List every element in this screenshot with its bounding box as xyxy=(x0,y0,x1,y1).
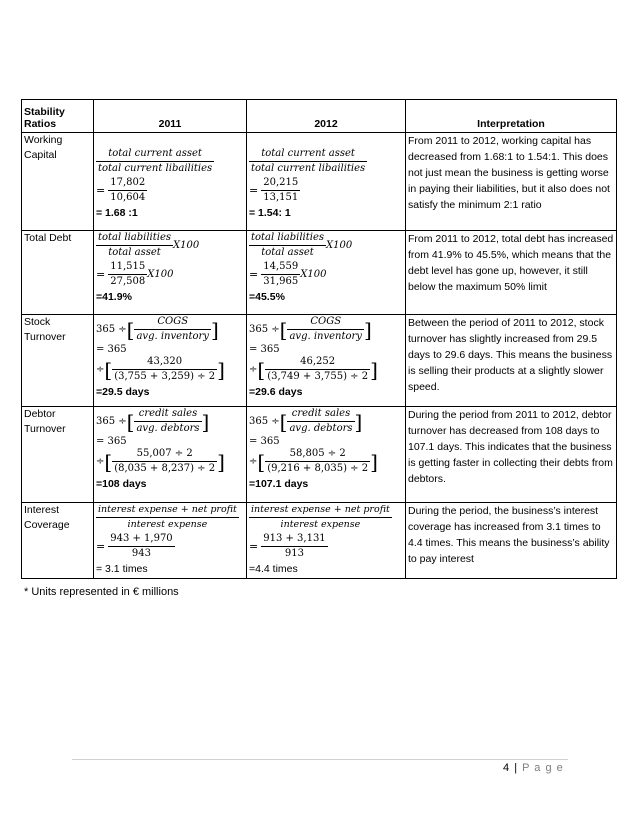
formula-denominator: avg. debtors xyxy=(136,423,200,434)
formula-denominator: avg. debtors xyxy=(289,423,353,434)
divide-sign: ÷ xyxy=(249,456,258,467)
formula-step: = 365 xyxy=(96,344,127,355)
formula-denominator: interest expense xyxy=(96,517,239,532)
cell-2011: $\frac{\text{interest expense + net profit}}{\text{interest expense}}$ = $\frac{943 + 1,970}{943}$ = 3.1 times xyxy=(94,503,247,579)
formula-denominator: avg. inventory xyxy=(289,331,362,342)
formula-denominator: total current libailities xyxy=(251,163,366,174)
formula-denominator: total current libailities xyxy=(98,163,213,174)
table-row-total-debt xyxy=(22,231,617,315)
multiplier: X100 xyxy=(326,240,353,251)
value-numerator: 913 + 3,131 xyxy=(263,533,326,544)
page-number: 4 xyxy=(503,762,511,774)
result-value: =108 days xyxy=(96,478,147,490)
formula-prefix: 365 ÷ xyxy=(96,416,127,427)
units-footnote: * Units represented in € millions xyxy=(24,586,179,598)
multiplier: X100 xyxy=(300,269,327,280)
multiplier: X100 xyxy=(173,240,200,251)
value-numerator: 17,802 xyxy=(110,177,146,188)
formula-denominator: interest expense xyxy=(249,517,392,532)
table-row-working-capital xyxy=(22,133,617,231)
formula-numerator: credit sales xyxy=(138,408,198,419)
value-numerator: 46,252 xyxy=(300,356,336,367)
result-value: = 1.68 :1 xyxy=(96,207,138,219)
value-numerator: 43,320 xyxy=(147,356,183,367)
value-numerator: 55,007 ÷ 2 xyxy=(136,448,193,459)
value-numerator: 943 + 1,970 xyxy=(110,533,173,544)
divide-sign: ÷ xyxy=(96,456,105,467)
formula-denominator: avg. inventory xyxy=(136,331,209,342)
value-denominator: 10,604 xyxy=(110,192,146,203)
divide-sign: ÷ xyxy=(249,364,258,375)
table-header-row xyxy=(22,100,617,133)
header-stability-ratios: Stability Ratios xyxy=(22,100,94,133)
formula-denominator: total asset xyxy=(96,245,173,260)
cell-2012: 365 ÷ [ $\frac{\text{COGS}}{\text{avg. inventory}}$ ] = 365 ÷ [ $\frac{46,252}{(3,749 + 3,755) \div 2}$ ] =29.6 days xyxy=(247,315,406,407)
value-numerator: 20,215 xyxy=(263,177,299,188)
cell-2012: $\frac{\text{total liabilities}}{\text{total asset}}$ X100 = $\frac{14,559}{31,965}$ X100 =45.5% xyxy=(247,231,406,315)
formula-numerator: COGS xyxy=(310,316,342,327)
interpretation-text: Between the period of 2011 to 2012, stock turnover has slightly increased from 29.5 days to 29.6 days. This means the business is selling their products at a slightly slower speed. xyxy=(406,315,617,407)
cell-2012: $\frac{\text{total current asset}}{\text{total current libailities}}$ = $\frac{20,215}{13,151}$ = 1.54: 1 xyxy=(247,133,406,231)
cell-2012: 365 ÷ [ $\frac{\text{credit sales}}{\text{avg. debtors}}$ ] = 365 ÷ [ $\frac{58,805 \div 2}{(9,216 + 8,035) \div 2}$ ] =107.1 days xyxy=(247,407,406,503)
table-row-debtor-turnover xyxy=(22,407,617,503)
formula-numerator: total current asset xyxy=(261,148,355,159)
cell-2011: $\frac{\text{total current asset}}{\text{total current libailities}}$ = $\frac{17,802}{10,604}$ = 1.68 :1 xyxy=(94,133,247,231)
value-denominator: (3,755 + 3,259) ÷ 2 xyxy=(114,371,216,382)
value-denominator: 13,151 xyxy=(263,192,299,203)
formula-numerator: total current asset xyxy=(108,148,202,159)
value-denominator: 27,508 xyxy=(110,276,146,287)
stability-ratios-table xyxy=(21,99,617,579)
formula-step: = 365 xyxy=(96,436,127,447)
header-interpretation: Interpretation xyxy=(406,100,617,133)
divide-sign: ÷ xyxy=(96,364,105,375)
value-denominator: 31,965 xyxy=(263,276,299,287)
formula-prefix: 365 ÷ xyxy=(96,324,127,335)
formula-numerator: COGS xyxy=(157,316,189,327)
row-label: Debtor Turnover xyxy=(22,407,94,503)
formula-numerator: total liabilities xyxy=(98,232,172,243)
cell-2011: 365 ÷ [ $\frac{\text{credit sales}}{\text{avg. debtors}}$ ] = 365 ÷ [ $\frac{55,007 \div 2}{(8,035 + 8,237) \div 2}$ ] =108 days xyxy=(94,407,247,503)
result-value: =4.4 times xyxy=(249,563,298,575)
page-separator: | xyxy=(514,762,519,774)
row-label: Working Capital xyxy=(22,133,94,231)
result-value: =107.1 days xyxy=(249,478,309,490)
value-denominator: (3,749 + 3,755) ÷ 2 xyxy=(267,371,369,382)
cell-2011: $\frac{\text{total liabilities}}{\text{total asset}}$ X100 = $\frac{11,515}{27,508}$ X100 =41.9% xyxy=(94,231,247,315)
cell-2012: $\frac{\text{interest expense + net profit}}{\text{interest expense}}$ = $\frac{913 + 3,131}{913}$ =4.4 times xyxy=(247,503,406,579)
formula-numerator: total liabilities xyxy=(251,232,325,243)
value-numerator: 58,805 ÷ 2 xyxy=(289,448,346,459)
interpretation-text: During the period from 2011 to 2012, debtor turnover has decreased from 108 days to 107.1 days. This indicates that the business is getting faster in collecting their debts from debtors. xyxy=(406,407,617,503)
formula-prefix: 365 ÷ xyxy=(249,324,280,335)
page-word: P a g e xyxy=(522,762,564,774)
result-value: = 1.54: 1 xyxy=(249,207,291,219)
value-denominator: 913 xyxy=(261,546,327,561)
formula-numerator: interest expense + net profit xyxy=(98,504,237,515)
formula-denominator: total asset xyxy=(249,245,326,260)
formula-prefix: 365 ÷ xyxy=(249,416,280,427)
header-2011: 2011 xyxy=(94,100,247,133)
footer-divider xyxy=(72,759,568,760)
interpretation-text: During the period, the business’s interest coverage has increased from 3.1 times to 4.4 times. This means the business’s ability to pay interest xyxy=(406,503,617,579)
value-numerator: 14,559 xyxy=(263,261,299,272)
table-row-interest-coverage xyxy=(22,503,617,579)
interpretation-text: From 2011 to 2012, working capital has decreased from 1.68:1 to 1.54:1. This does not just mean the business is getting worse in paying their liabilities, but it also does not satisfy the minimum 2:1 ratio xyxy=(406,133,617,231)
result-value: =41.9% xyxy=(96,291,132,303)
value-denominator: (9,216 + 8,035) ÷ 2 xyxy=(267,463,369,474)
formula-numerator: interest expense + net profit xyxy=(251,504,390,515)
row-label: Stock Turnover xyxy=(22,315,94,407)
formula-numerator: credit sales xyxy=(291,408,351,419)
row-label: Interest Coverage xyxy=(22,503,94,579)
table-row-stock-turnover xyxy=(22,315,617,407)
value-denominator: (8,035 + 8,237) ÷ 2 xyxy=(114,463,216,474)
interpretation-text: From 2011 to 2012, total debt has increased from 41.9% to 45.5%, which means that the debt level has gone up, however, it still below the maximum 50% limit xyxy=(406,231,617,315)
value-numerator: 11,515 xyxy=(110,261,146,272)
formula-step: = 365 xyxy=(249,344,280,355)
multiplier: X100 xyxy=(147,269,174,280)
result-value: =29.5 days xyxy=(96,386,150,398)
formula-step: = 365 xyxy=(249,436,280,447)
value-denominator: 943 xyxy=(108,546,174,561)
row-label: Total Debt xyxy=(22,231,94,315)
result-value: =45.5% xyxy=(249,291,285,303)
page-number-footer xyxy=(503,762,564,774)
result-value: = 3.1 times xyxy=(96,563,148,575)
header-2012: 2012 xyxy=(247,100,406,133)
cell-2011: 365 ÷ [ $\frac{\text{COGS}}{\text{avg. inventory}}$ ] = 365 ÷ [ $\frac{43,320}{(3,755 + 3,259) \div 2}$ ] =29.5 days xyxy=(94,315,247,407)
result-value: =29.6 days xyxy=(249,386,303,398)
